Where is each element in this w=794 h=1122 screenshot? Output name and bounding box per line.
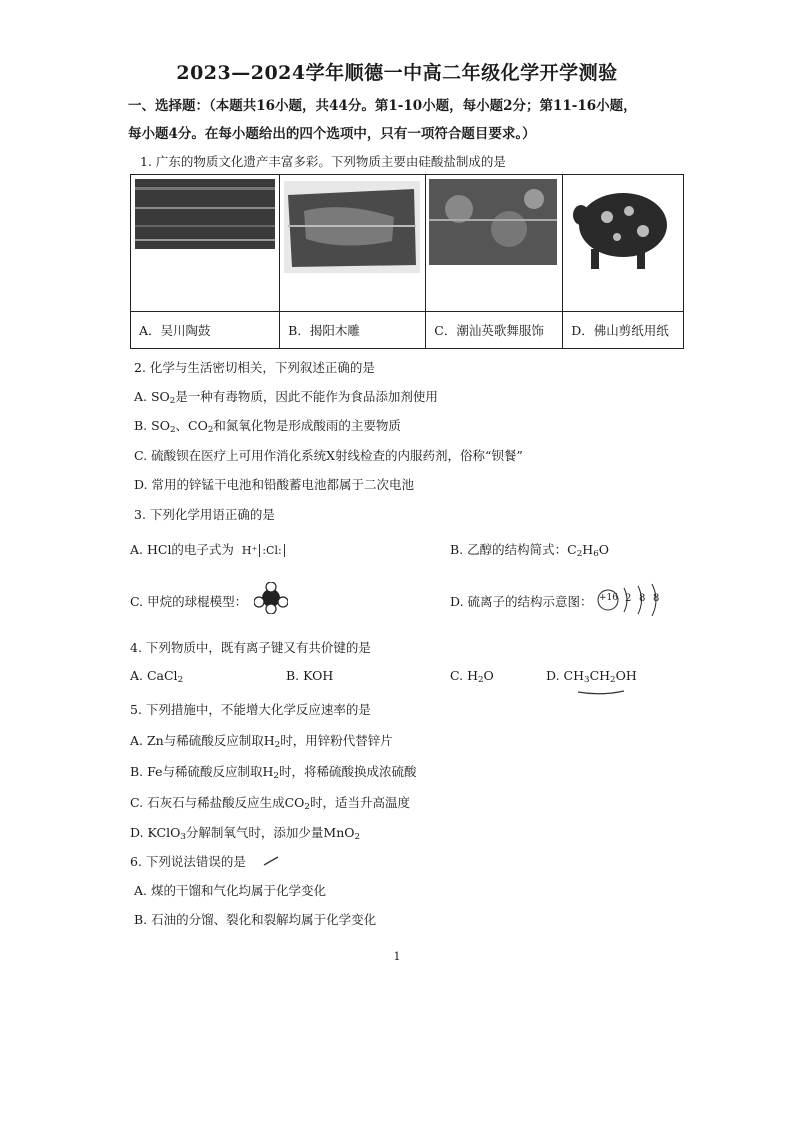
q3-option-a: A. HCl的电子式为 H⁺ :Cl: xyxy=(130,540,285,558)
shell-3-count: 8 xyxy=(653,593,660,604)
hcl-electron-formula: H⁺ :Cl: xyxy=(242,544,285,557)
nucleus-charge: +16 xyxy=(599,593,618,603)
q3-option-d: D. 硫离子的结构示意图： xyxy=(450,594,593,609)
section-heading-line2: 每小题4分。在每小题给出的四个选项中，只有一项符合题目要求。） xyxy=(128,126,536,142)
q6-option-a: A. 煤的干馏和气化均属于化学变化 xyxy=(134,883,326,898)
q4-option-d: D. $CH_3CH_2OH$ xyxy=(546,668,637,685)
q1-image-a-cell xyxy=(131,175,280,312)
paper-cut-pig-icon xyxy=(567,181,677,281)
methane-ball-stick-model-icon xyxy=(254,582,288,614)
handwritten-underline-mark xyxy=(576,688,626,696)
sulfide-ion-diagram xyxy=(596,583,666,617)
q5-option-a: A. Zn与稀硫酸反应制取$H_2$时，用锌粉代替锌片 xyxy=(130,733,393,750)
handwritten-check-mark xyxy=(262,855,280,867)
page-title: 2023—2024学年顺德一中高二年级化学开学测验 xyxy=(176,62,618,84)
q2-stem: 2. 化学与生活密切相关，下列叙述正确的是 xyxy=(134,360,375,375)
q4-option-b: B. KOH xyxy=(286,668,334,683)
drum-photo xyxy=(135,179,275,249)
q1-stem: 1. 广东的物质文化遗产丰富多彩。下列物质主要由硅酸盐制成的是 xyxy=(140,154,506,169)
q1-image-table xyxy=(130,174,684,349)
q3-option-b: B. 乙醇的结构简式：$C_2H_6O$ xyxy=(450,542,610,559)
q5-option-b: B. Fe与稀硫酸反应制取$H_2$时，将稀硫酸换成浓硫酸 xyxy=(130,764,417,781)
q1-image-c-cell xyxy=(426,175,563,312)
q1-option-b: B．揭阳木雕 xyxy=(280,312,426,349)
q2-option-d: D. 常用的锌锰干电池和铅酸蓄电池都属于二次电池 xyxy=(134,477,415,492)
q2-option-a: A. $SO_2$是一种有毒物质，因此不能作为食品添加剂使用 xyxy=(134,389,438,406)
q1-option-d: D．佛山剪纸用纸 xyxy=(563,312,684,349)
q1-option-c: C．潮汕英歌舞服饰 xyxy=(426,312,563,349)
wood-carving-photo xyxy=(284,181,420,273)
q3-stem: 3. 下列化学用语正确的是 xyxy=(134,507,275,522)
q5-option-c: C. 石灰石与稀盐酸反应生成$CO_2$时，适当升高温度 xyxy=(130,795,410,812)
q4-option-a: A. CaCl$_2$ xyxy=(130,668,184,685)
q6-stem: 6. 下列说法错误的是 xyxy=(130,854,246,869)
q3-option-c: C. 甲烷的球棍模型： xyxy=(130,594,248,609)
page-number: 1 xyxy=(393,950,401,963)
q4-option-c: C. $H_2O$ xyxy=(450,668,494,685)
q2-option-b: B. $SO_2$、$CO_2$和氮氧化物是形成酸雨的主要物质 xyxy=(134,418,401,435)
shell-1-count: 2 xyxy=(625,593,632,604)
shell-2-count: 8 xyxy=(639,593,646,604)
q1-option-a: A．吴川陶鼓 xyxy=(131,312,280,349)
q4-stem: 4. 下列物质中，既有离子键又有共价键的是 xyxy=(130,640,371,655)
costume-photo xyxy=(429,179,557,265)
q5-option-d: D. KClO$_3$分解制氧气时，添加少量MnO$_2$ xyxy=(130,825,361,842)
q6-option-b: B. 石油的分馏、裂化和裂解均属于化学变化 xyxy=(134,912,377,927)
q1-image-b-cell xyxy=(280,175,426,312)
q1-image-d-cell xyxy=(563,175,684,312)
section-heading-line1: 一、选择题：（本题共16小题，共44分。第1-10小题，每小题2分；第11-16小题， xyxy=(128,98,637,114)
q5-stem: 5. 下列措施中，不能增大化学反应速率的是 xyxy=(130,702,371,717)
q2-option-c: C. 硫酸钡在医疗上可用作消化系统X射线检查的内服药剂，俗称“钡餐” xyxy=(134,448,523,463)
